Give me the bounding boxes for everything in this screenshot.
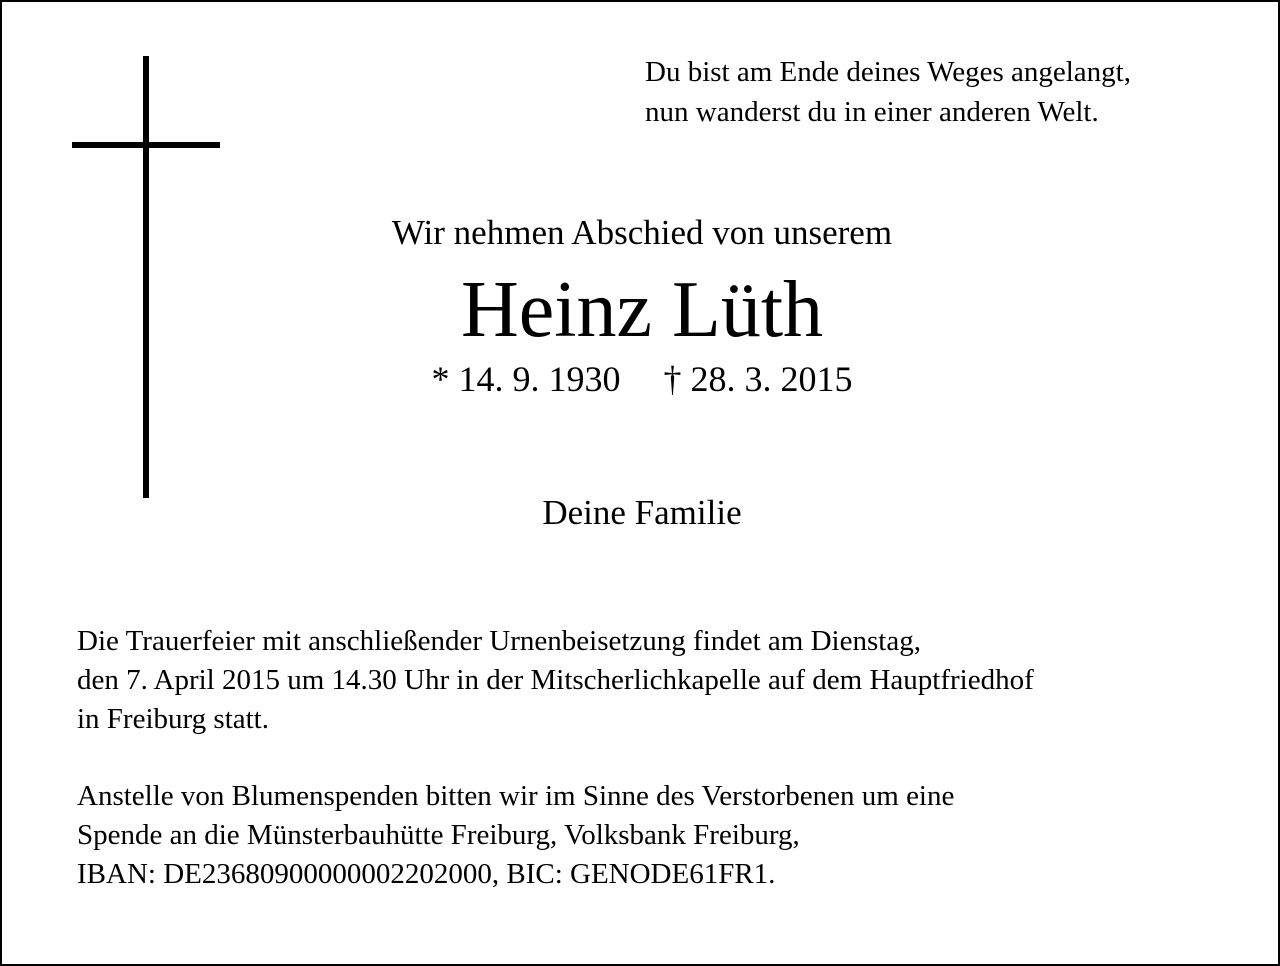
donation-bank-details: IBAN: DE23680900000002202000, BIC: GENODE61FR1.: [77, 858, 776, 890]
ceremony-line-1: Die Trauerfeier mit anschließender Urnenbeisetzung findet am Dienstag,: [77, 625, 921, 657]
birth-date: * 14. 9. 1930: [431, 359, 621, 399]
deceased-name: Heinz Lüth: [460, 266, 824, 354]
quote-line-1: Du bist am Ende deines Weges angelangt,: [645, 56, 1131, 88]
farewell-intro: Wir nehmen Abschied von unserem: [391, 213, 893, 252]
ceremony-line-3: in Freiburg statt.: [77, 703, 269, 735]
ceremony-line-2: den 7. April 2015 um 14.30 Uhr in der Mitscherlichkapelle auf dem Hauptfriedhof: [77, 664, 1034, 696]
life-dates: [2, 356, 1280, 402]
family-signature: Deine Familie: [542, 493, 742, 532]
donation-line-1: Anstelle von Blumenspenden bitten wir im Sinne des Verstorbenen um eine: [77, 780, 955, 812]
quote-line-2: nun wanderst du in einer anderen Welt.: [645, 96, 1099, 128]
donation-info: [77, 777, 1257, 894]
donation-line-2: Spende an die Münsterbauhütte Freiburg, Volksbank Freiburg,: [77, 819, 800, 851]
ceremony-info: [77, 622, 1257, 739]
farewell-quote: [645, 52, 1265, 132]
cross-horizontal-bar: [72, 142, 220, 148]
death-date: † 28. 3. 2015: [663, 359, 853, 399]
